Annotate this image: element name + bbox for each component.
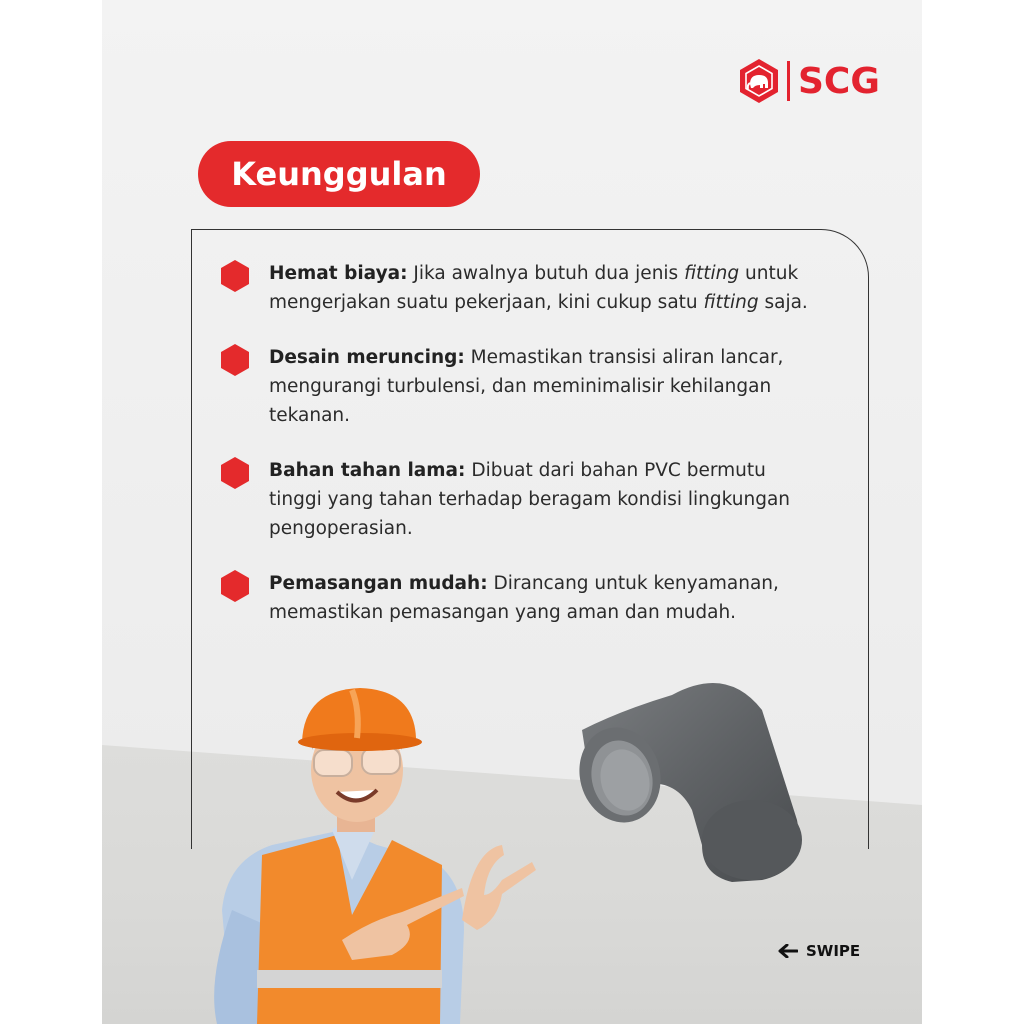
feature-body: Dibuat dari bahan PVC bermutu tinggi yang tahan terhadap beragam kondisi lingkungan pengoperasian. — [269, 460, 791, 539]
red-hexagon-icon — [220, 570, 250, 602]
feature-emphasis: fitting — [703, 292, 759, 313]
feature-body: Memastikan transisi aliran lancar, mengurangi turbulensi, dan meminimalisir kehilangan tekanan. — [269, 347, 784, 426]
feature-emphasis: fitting — [684, 263, 740, 284]
feature-text — [269, 456, 820, 543]
feature-text — [269, 569, 820, 627]
logo-divider — [787, 61, 790, 101]
brand-name: SCG — [798, 60, 880, 102]
swipe-label: SWIPE — [806, 942, 861, 960]
feature-text — [269, 343, 820, 430]
feature-heading: Pemasangan mudah: — [269, 573, 488, 594]
list-item — [220, 456, 820, 543]
feature-body: Dirancang untuk kenyamanan, memastikan pemasangan yang aman dan mudah. — [269, 573, 779, 623]
feature-body: saja. — [758, 292, 808, 313]
scg-elephant-logo-icon — [737, 58, 781, 104]
red-hexagon-icon — [220, 344, 250, 376]
page-title: Keunggulan — [198, 141, 480, 207]
poster — [102, 0, 922, 1024]
list-item — [220, 569, 820, 627]
list-item — [220, 343, 820, 430]
red-hexagon-icon — [220, 457, 250, 489]
feature-list — [220, 259, 820, 653]
feature-heading: Hemat biaya: — [269, 263, 408, 284]
feature-heading: Desain meruncing: — [269, 347, 465, 368]
worker-illustration — [202, 680, 562, 1024]
pvc-elbow-fitting-image — [552, 670, 812, 900]
red-hexagon-icon — [220, 260, 250, 292]
feature-body: untuk mengerjakan suatu pekerjaan, kini cukup satu — [269, 263, 799, 313]
list-item — [220, 259, 820, 317]
brand-logo — [737, 58, 880, 104]
feature-text — [269, 259, 820, 317]
feature-body: Jika awalnya butuh dua jenis — [407, 263, 685, 284]
swipe-hint[interactable] — [778, 942, 860, 960]
feature-heading: Bahan tahan lama: — [269, 460, 466, 481]
arrow-left-icon — [778, 944, 798, 958]
